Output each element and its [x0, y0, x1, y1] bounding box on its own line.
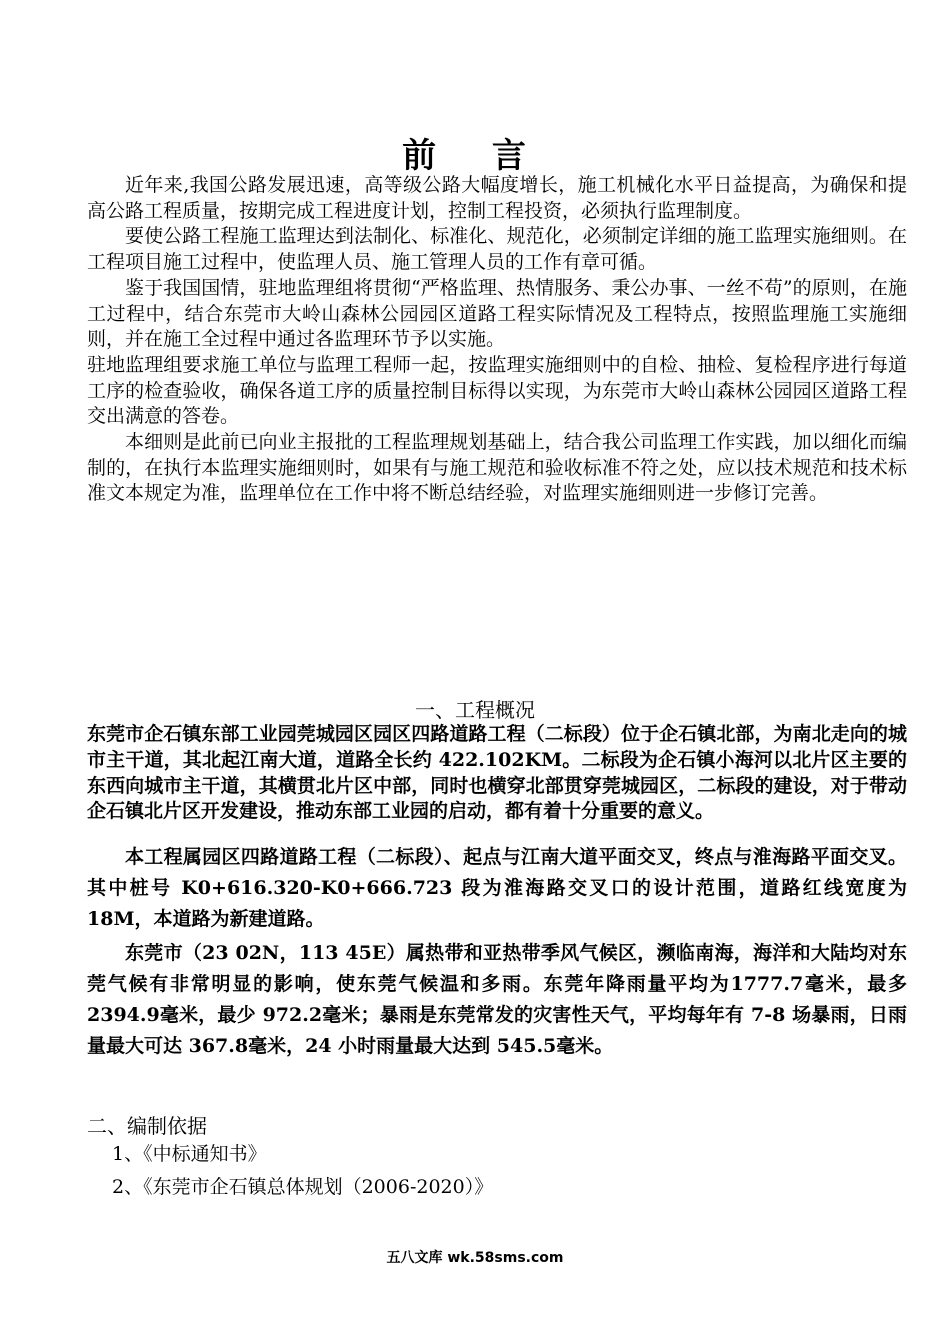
basis-heading: 二、编制依据	[87, 1114, 207, 1138]
preface-paragraph-4: 驻地监理组要求施工单位与监理工程师一起，按监理实施细则中的自检、抽检、复检程序进行每道工序的检查验收，确保各道工序的质量控制目标得以实现，为东莞市大岭山森林公园园区道路工程交出满意的答卷。	[87, 353, 907, 428]
preface-paragraph-1: 近年来,我国公路发展迅速，高等级公路大幅度增长，施工机械化水平日益提高，为确保和提高公路工程质量，按期完成工程进度计划，控制工程投资，必须执行监理制度。	[87, 174, 907, 222]
overview-paragraph-1: 东莞市企石镇东部工业园莞城园区园区四路道路工程（二标段）位于企石镇北部，为南北走向的城市主干道，其北起江南大道，道路全长约 422.102KM。二标段为企石镇小海河以北片区主要的东西向城市主干道，其横贯北片区中部，同时也横穿北部贯穿莞城园区，二标段的建设，对于带动企石镇北片区开发建设，推动东部工业园的启动，都有着十分重要的意义。	[87, 723, 907, 823]
overview-body	[87, 842, 907, 1062]
basis-item-2: 2、《东莞市企石镇总体规划（2006-2020）》	[112, 1176, 494, 1198]
overview-paragraph-3: 东莞市（23 02N，113 45E）属热带和亚热带季风气候区，濒临南海，海洋和大陆均对东莞气候有非常明显的影响，使东莞气候温和多雨。东莞年降雨量平均为1777.7毫米，最多 2394.9毫米，最少 972.2毫米；暴雨是东莞常发的灾害性天气，平均每年有 7-8 场暴雨，日雨量最大可达 367.8毫米，24 小时雨量最大达到 545.5毫米。	[87, 942, 907, 1057]
footer-watermark: 五八文库 wk.58sms.com	[386, 1250, 564, 1266]
preface-title: 前 言	[402, 136, 548, 176]
preface-body	[87, 173, 907, 507]
preface-paragraph-5: 本细则是此前已向业主报批的工程监理规划基础上，结合我公司监理工作实践，加以细化而编制的，在执行本监理实施细则时，如果有与施工规范和验收标准不符之处，应以技术规范和技术标准文本规定为准，监理单位在工作中将不断总结经验，对监理实施细则进一步修订完善。	[87, 431, 907, 505]
overview-paragraph-2: 本工程属园区四路道路工程（二标段）、起点与江南大道平面交叉，终点与淮海路平面交叉。其中桩号 K0+616.320-K0+666.723 段为淮海路交叉口的设计范围，道路红线宽度为 18M，本道路为新建道路。	[87, 846, 907, 930]
overview-heading: 一、工程概况	[415, 698, 535, 722]
preface-paragraph-2: 要使公路工程施工监理达到法制化、标准化、规范化，必须制定详细的施工监理实施细则。在工程项目施工过程中，使监理人员、施工管理人员的工作有章可循。	[87, 225, 907, 274]
preface-paragraph-3: 鉴于我国国情，驻地监理组将贯彻“严格监理、热情服务、秉公办事、一丝不苟”的原则，在施工过程中，结合东莞市大岭山森林公园园区道路工程实际情况及工程特点，按照监理施工实施细则，并在施工全过程中通过各监理环节予以实施。	[87, 276, 907, 351]
basis-item-1: 1、《中标通知书》	[112, 1143, 267, 1165]
